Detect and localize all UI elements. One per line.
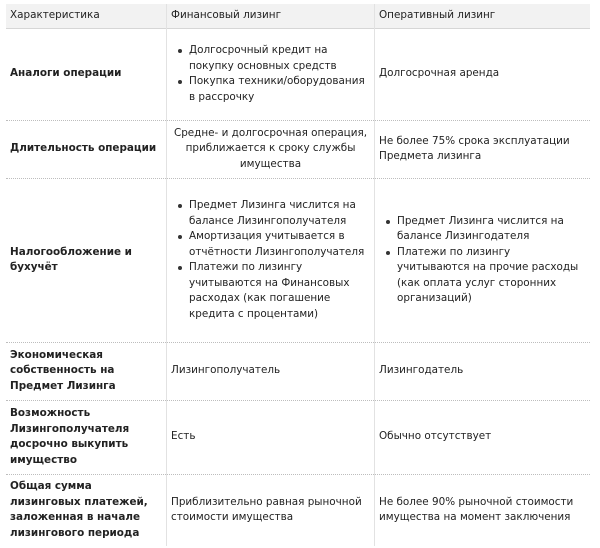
- list-item: Платежи по лизингу учитываются на прочие расходы (как оплата услуг сторонних организаций): [397, 245, 586, 307]
- table-header-row: [6, 4, 590, 29]
- row-finance-value: [166, 28, 374, 120]
- table-row: [6, 178, 590, 343]
- table-row: [6, 120, 590, 179]
- row-finance-value: Средне- и долгосрочная операция, приближается к сроку службы имущества: [166, 120, 374, 178]
- row-finance-value: Есть: [166, 400, 374, 474]
- list-item: Платежи по лизингу учитываются на Финансовых расходах (как погашение кредита с процентами): [189, 260, 370, 322]
- list-item: Амортизация учитывается в отчётности Лизингополучателя: [189, 229, 370, 260]
- row-finance-value: Лизингополучатель: [166, 342, 374, 400]
- row-operating-value: [374, 178, 590, 342]
- row-finance-value: [166, 178, 374, 342]
- row-operating-value: Обычно отсутствует: [374, 400, 590, 474]
- finance-bullet-list: [171, 198, 370, 322]
- list-item: Покупка техники/оборудования в рассрочку: [189, 74, 370, 105]
- table-row: [6, 474, 590, 546]
- row-operating-value: Лизингодатель: [374, 342, 590, 400]
- list-item: Долгосрочный кредит на покупку основных средств: [189, 43, 370, 74]
- list-item: Предмет Лизинга числится на балансе Лизингодателя: [397, 214, 586, 245]
- operating-bullet-list: [379, 214, 586, 307]
- header-operating-leasing: Оперативный лизинг: [374, 4, 590, 28]
- row-feature: Длительность операции: [10, 142, 157, 155]
- table-row: [6, 342, 590, 401]
- row-feature: Аналоги операции: [10, 67, 122, 80]
- row-finance-value: Приблизительно равная рыночной стоимости имущества: [166, 474, 374, 546]
- row-feature: Возможность Лизингополучателя досрочно выкупить имущество: [10, 407, 130, 466]
- table-row: [6, 400, 590, 475]
- finance-bullet-list: [171, 43, 370, 105]
- row-feature: Общая сумма лизинговых платежей, заложенная в начале лизингового периода: [10, 480, 148, 539]
- list-item: Предмет Лизинга числится на балансе Лизингополучателя: [189, 198, 370, 229]
- header-characteristic: Характеристика: [10, 9, 100, 22]
- header-finance-leasing: Финансовый лизинг: [166, 4, 374, 28]
- row-feature: Экономическая собственность на Предмет Лизинга: [10, 348, 116, 392]
- row-feature: Налогообложение и бухучёт: [10, 245, 132, 273]
- row-operating-value: Долгосрочная аренда: [374, 28, 590, 120]
- row-operating-value: Не более 90% рыночной стоимости имущества на момент заключения: [374, 474, 590, 546]
- row-operating-value: Не более 75% срока эксплуатации Предмета лизинга: [374, 120, 590, 178]
- table-row: [6, 28, 590, 121]
